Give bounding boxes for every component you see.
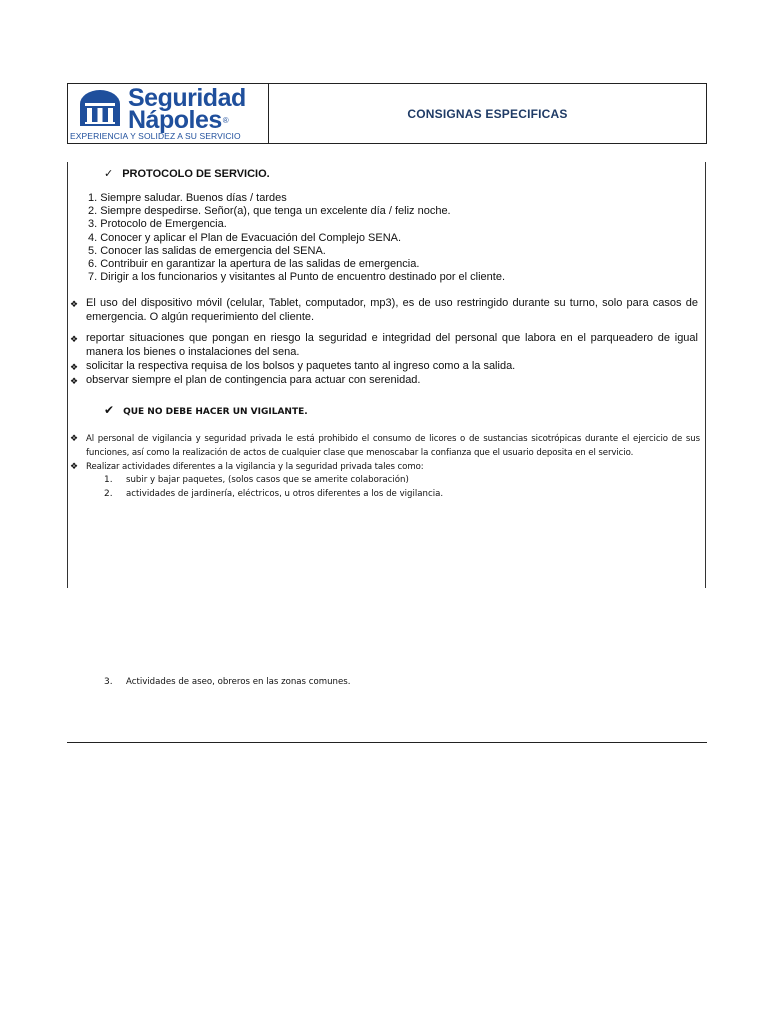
rule-bullet: ❖ observar siempre el plan de contingencia para actuar con serenidad.	[70, 374, 698, 389]
prohibited-bullet: ❖ Al personal de vigilancia y seguridad privada le está prohibido el consumo de licores o de sustancias sicotrópicas durante el ejercicio de sus funciones, así como la realización de actos de cualquier clase que menoscabar la confianza que el usuario deposita en el servicio.	[70, 434, 700, 458]
document-header	[67, 83, 707, 144]
header-title-cell	[269, 84, 706, 143]
list-item: 2. Siempre despedirse. Señor(a), que tenga un excelente día / feliz noche.	[88, 205, 451, 218]
rule-bullet: ❖ reportar situaciones que pongan en riesgo la seguridad e integridad del personal que labora en el parqueadero de igual manera los bienes o instalaciones del sena.	[70, 332, 698, 358]
document-title: CONSIGNAS ESPECIFICAS	[407, 106, 568, 121]
diamond-bullet-icon: ❖	[70, 334, 79, 344]
protocol-list	[88, 192, 505, 284]
diamond-bullet-icon: ❖	[70, 376, 79, 386]
diamond-bullet-icon: ❖	[70, 462, 79, 472]
company-logo	[68, 84, 269, 143]
rule-bullet: ❖ solicitar la respectiva requisa de los bolsos y paquetes tanto al ingreso como a la salida.	[70, 360, 698, 375]
check-icon: ✓	[104, 168, 114, 180]
diamond-bullet-icon: ❖	[70, 434, 79, 444]
logo-tagline: EXPERIENCIA Y SOLIDEZ A SU SERVICIO	[70, 131, 241, 141]
page-bottom-rule	[67, 742, 707, 743]
protocol-heading-text: PROTOCOLO DE SERVICIO.	[122, 168, 270, 180]
prohibited-heading	[104, 403, 308, 417]
sub-list-item: 1. subir y bajar paquetes, (solos casos que se amerite colaboración)	[104, 475, 409, 485]
prohibited-bullet: ❖ Realizar actividades diferentes a la vigilancia y la seguridad privada tales como:	[70, 462, 424, 472]
list-item: 3. Protocolo de Emergencia.	[88, 218, 227, 231]
building-columns-icon	[76, 88, 124, 128]
frame-left-border	[67, 162, 68, 588]
rule-bullet: ❖ El uso del dispositivo móvil (celular, Tablet, computador, mp3), es de uso restringido durante su turno, solo para casos de emergencia. O algún requerimiento del cliente.	[70, 297, 698, 323]
list-item: 5. Conocer las salidas de emergencia del SENA.	[88, 244, 326, 257]
frame-right-border	[705, 162, 706, 588]
prohibited-heading-text: QUE NO DEBE HACER UN VIGILANTE.	[123, 407, 308, 417]
list-item: 7. Dirigir a los funcionarios y visitantes al Punto de encuentro destinado por el cliente.	[88, 271, 506, 284]
list-item: 4. Conocer y aplicar el Plan de Evacuación del Complejo SENA.	[88, 231, 402, 244]
logo-name-line1: Seguridad	[128, 84, 246, 112]
list-item: 6. Contribuir en garantizar la apertura de las salidas de emergencia.	[88, 258, 420, 271]
diamond-bullet-icon: ❖	[70, 362, 79, 372]
logo-name-line2: Nápoles®	[128, 106, 229, 134]
list-item: 1. Siempre saludar. Buenos días / tardes	[88, 192, 287, 204]
protocol-heading	[104, 167, 270, 180]
sub-list-item: 3. Actividades de aseo, obreros en las zonas comunes.	[104, 677, 351, 687]
heavy-check-icon: ✔	[104, 403, 115, 417]
registered-mark: ®	[222, 116, 229, 126]
sub-list-item: 2. actividades de jardinería, eléctricos, u otros diferentes a los de vigilancia.	[104, 489, 444, 499]
diamond-bullet-icon: ❖	[70, 299, 79, 309]
